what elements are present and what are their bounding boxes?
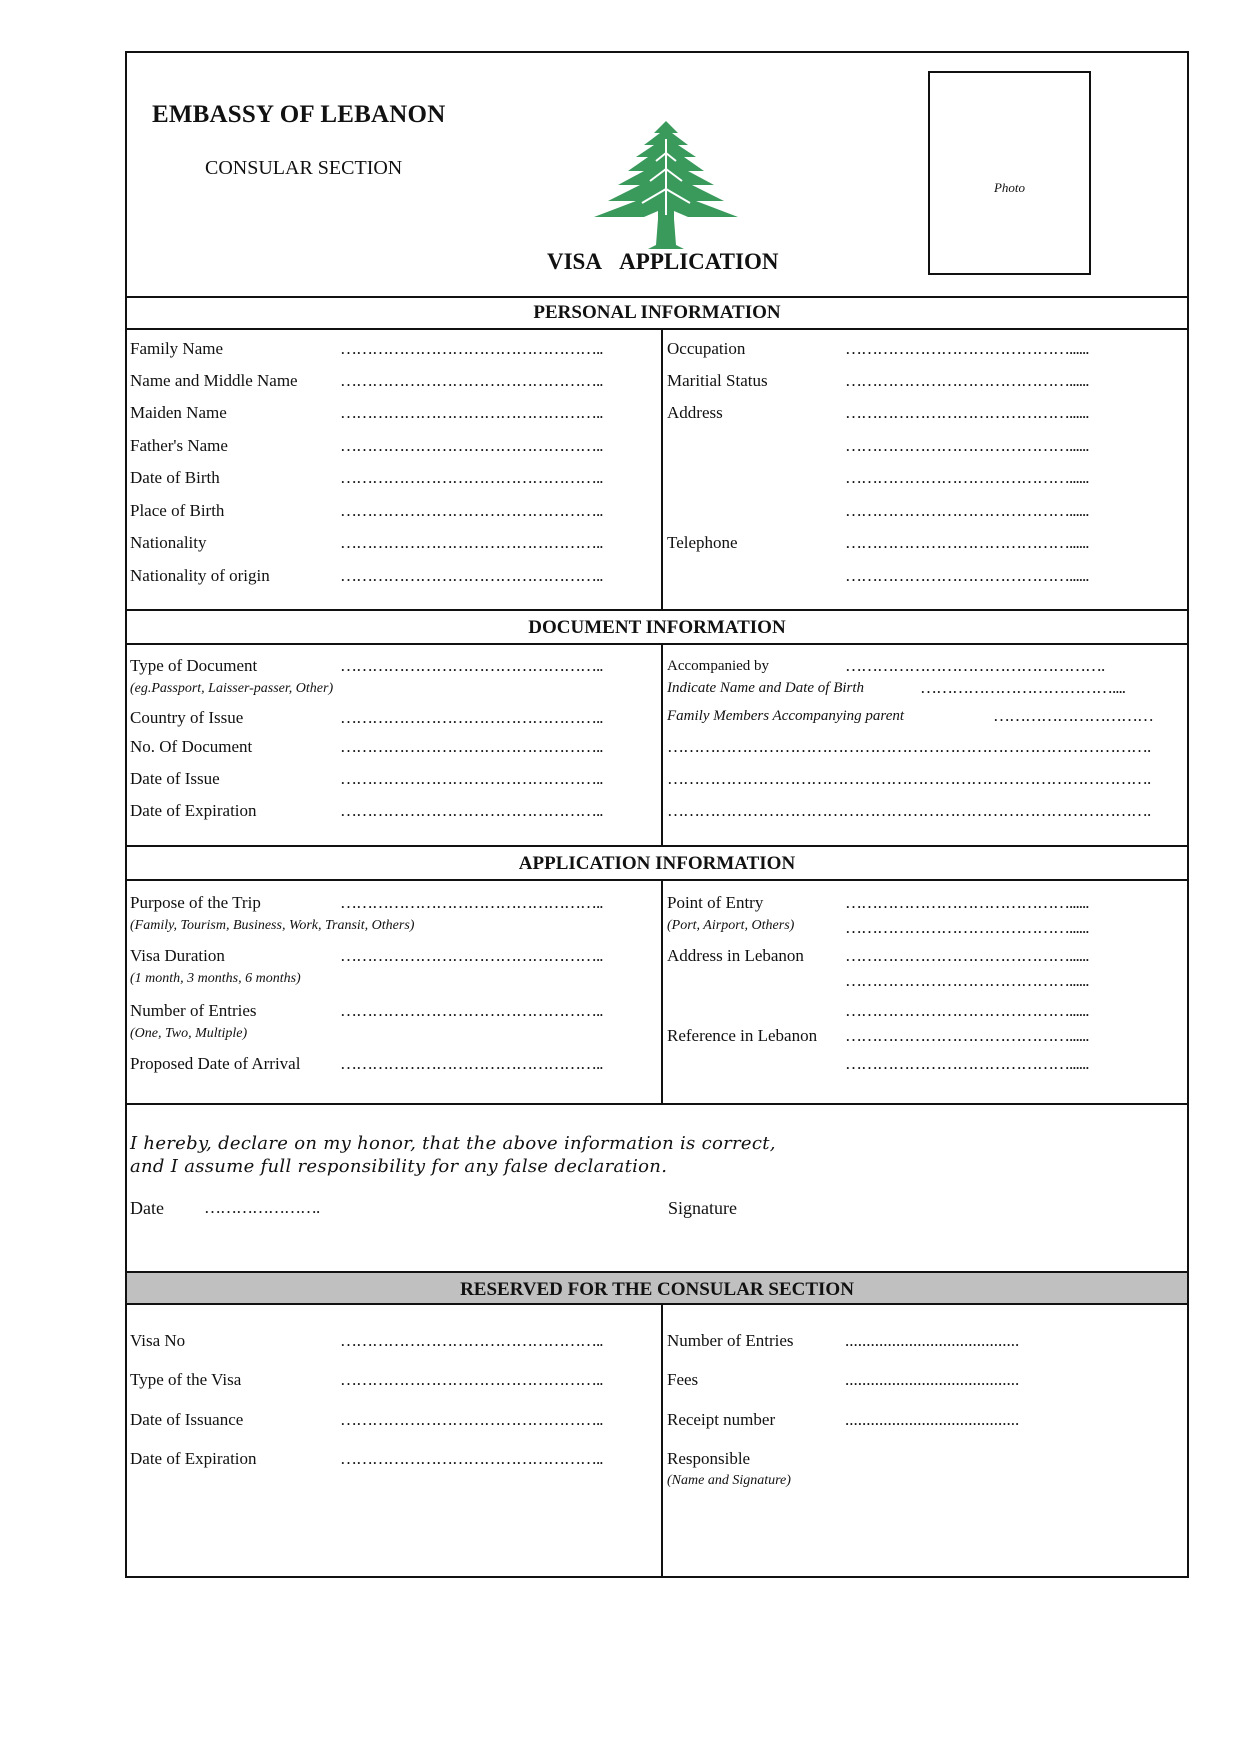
date-label: Date bbox=[130, 1198, 164, 1218]
fees-label: Fees bbox=[667, 1370, 699, 1389]
fill-line[interactable]: ………………………………………….. bbox=[340, 893, 603, 912]
section-heading-document: DOCUMENT INFORMATION bbox=[127, 611, 1187, 645]
fill-line[interactable]: …………………………………………. bbox=[845, 656, 1105, 675]
cedar-tree-icon bbox=[592, 119, 740, 249]
fill-line[interactable]: ………………………………………….. bbox=[340, 1001, 603, 1020]
declaration-text bbox=[130, 1132, 776, 1178]
fill-line[interactable]: ………………………………………….. bbox=[340, 1370, 603, 1389]
accompanied-by-label: Accompanied by bbox=[667, 658, 770, 674]
visa-number-label: Visa No bbox=[130, 1331, 186, 1350]
field-label: Nationality bbox=[130, 533, 207, 552]
section-heading-personal: PERSONAL INFORMATION bbox=[127, 296, 1187, 330]
visa-application-form bbox=[125, 51, 1189, 1578]
fill-line[interactable]: ……………………………………...... bbox=[845, 1026, 1089, 1045]
fill-line[interactable]: ………………………………………….. bbox=[340, 1410, 603, 1429]
document-type-label: Type of Document bbox=[130, 656, 258, 675]
field-label: Place of Birth bbox=[130, 501, 225, 520]
reserved-expiration-label: Date of Expiration bbox=[130, 1449, 257, 1468]
signature-label: Signature bbox=[668, 1198, 737, 1218]
fill-line[interactable]: ......................................... bbox=[845, 1410, 1020, 1429]
fill-line[interactable]: ………………………………………….. bbox=[340, 1449, 603, 1468]
arrival-date-label: Proposed Date of Arrival bbox=[130, 1054, 301, 1073]
fill-line[interactable]: ……………………………………...... bbox=[845, 501, 1089, 520]
fill-line[interactable]: ………………………………………….. bbox=[340, 533, 603, 552]
date-fill-line[interactable]: …………………. bbox=[204, 1198, 320, 1217]
fill-line[interactable]: ………………………………………….. bbox=[340, 737, 603, 756]
fill-line[interactable]: ………………………………………………………………………………. bbox=[667, 769, 1151, 788]
purpose-note: (Family, Tourism, Business, Work, Transit, Others) bbox=[130, 918, 415, 933]
fill-line[interactable]: ………………………………………….. bbox=[340, 1331, 603, 1350]
visa-type-label: Type of the Visa bbox=[130, 1370, 242, 1389]
form-header bbox=[127, 53, 1187, 298]
fill-line[interactable]: ……………………………………...... bbox=[845, 1001, 1089, 1020]
field-label: Father's Name bbox=[130, 436, 228, 455]
photo-label: Photo bbox=[993, 180, 1026, 195]
fill-line[interactable]: ………………………………………….. bbox=[340, 656, 603, 675]
section-heading-reserved: RESERVED FOR THE CONSULAR SECTION bbox=[127, 1271, 1187, 1305]
entries-note: (One, Two, Multiple) bbox=[130, 1026, 248, 1041]
date-of-expiration-label: Date of Expiration bbox=[130, 801, 257, 820]
document-type-note: (eg.Passport, Laisser-passer, Other) bbox=[130, 681, 334, 696]
fill-line[interactable]: ……………………………………...... bbox=[845, 436, 1089, 455]
reserved-entries-label: Number of Entries bbox=[667, 1331, 794, 1350]
fill-line[interactable]: ………………………………………….. bbox=[340, 436, 603, 455]
fill-line[interactable]: ………………………………………….. bbox=[340, 403, 603, 422]
receipt-number-label: Receipt number bbox=[667, 1410, 776, 1429]
embassy-name: EMBASSY OF LEBANON bbox=[152, 101, 446, 128]
fill-line[interactable]: ………………………………………….. bbox=[340, 708, 603, 727]
occupation-label: Occupation bbox=[667, 339, 746, 358]
indicate-name-label: Indicate Name and Date of Birth bbox=[667, 680, 865, 696]
number-of-entries-label: Number of Entries bbox=[130, 1001, 257, 1020]
fill-line[interactable]: ………………………………………………………………………………. bbox=[667, 737, 1151, 756]
fill-line[interactable]: ……………………………………...... bbox=[845, 468, 1089, 487]
telephone-label: Telephone bbox=[667, 533, 738, 552]
visa-duration-label: Visa Duration bbox=[130, 946, 225, 965]
duration-note: (1 month, 3 months, 6 months) bbox=[130, 971, 301, 986]
fill-line[interactable]: ……………………………………...... bbox=[845, 971, 1089, 990]
address-in-lebanon-label: Address in Lebanon bbox=[667, 946, 804, 965]
document-title: VISA APPLICATION bbox=[547, 249, 779, 274]
fill-line[interactable]: ………………………………………………………………………………. bbox=[667, 801, 1151, 820]
fill-line[interactable]: ……………………………………...... bbox=[845, 371, 1089, 390]
fill-line[interactable]: ……………………………………...... bbox=[845, 893, 1089, 912]
declaration-line: and I assume full responsibility for any false declaration. bbox=[130, 1156, 668, 1177]
fill-line[interactable]: ………………………… bbox=[993, 706, 1153, 725]
date-of-issuance-label: Date of Issuance bbox=[130, 1410, 244, 1429]
responsible-label: Responsible bbox=[667, 1449, 751, 1468]
fill-line[interactable]: ………………………………………….. bbox=[340, 468, 603, 487]
section-heading-application: APPLICATION INFORMATION bbox=[127, 847, 1187, 881]
reference-in-lebanon-label: Reference in Lebanon bbox=[667, 1026, 818, 1045]
column-divider bbox=[661, 1305, 663, 1576]
fill-line[interactable]: ......................................... bbox=[845, 1370, 1020, 1389]
fill-line[interactable]: ……………………………………...... bbox=[845, 946, 1089, 965]
fill-line[interactable]: ……………………………….... bbox=[920, 678, 1125, 697]
fill-line[interactable]: ………………………………………….. bbox=[340, 566, 603, 585]
column-divider bbox=[661, 645, 663, 845]
column-divider bbox=[661, 330, 663, 609]
fill-line[interactable]: ……………………………………...... bbox=[845, 403, 1089, 422]
field-label: Date of Birth bbox=[130, 468, 220, 487]
responsible-note: (Name and Signature) bbox=[667, 1473, 791, 1488]
fill-line[interactable]: ………………………………………….. bbox=[340, 946, 603, 965]
field-label: Name and Middle Name bbox=[130, 371, 298, 390]
fill-line[interactable]: ………………………………………….. bbox=[340, 339, 603, 358]
fill-line[interactable]: ………………………………………….. bbox=[340, 801, 603, 820]
document-number-label: No. Of Document bbox=[130, 737, 253, 756]
fill-line[interactable]: ………………………………………….. bbox=[340, 371, 603, 390]
field-label: Family Name bbox=[130, 339, 224, 358]
fill-line[interactable]: ……………………………………...... bbox=[845, 1054, 1089, 1073]
fill-line[interactable]: ……………………………………...... bbox=[845, 533, 1089, 552]
section-rule bbox=[127, 1103, 1187, 1105]
fill-line[interactable]: ………………………………………….. bbox=[340, 501, 603, 520]
address-label: Address bbox=[667, 403, 723, 422]
photo-box bbox=[928, 71, 1091, 275]
fill-line[interactable]: ………………………………………….. bbox=[340, 769, 603, 788]
date-of-issue-label: Date of Issue bbox=[130, 769, 220, 788]
purpose-label: Purpose of the Trip bbox=[130, 893, 261, 912]
declaration-line: I hereby, declare on my honor, that the above information is correct, bbox=[130, 1133, 776, 1154]
point-of-entry-label: Point of Entry bbox=[667, 893, 764, 912]
fill-line[interactable]: ......................................... bbox=[845, 1331, 1020, 1350]
marital-status-label: Maritial Status bbox=[667, 371, 768, 390]
field-label: Nationality of origin bbox=[130, 566, 270, 585]
family-members-label: Family Members Accompanying parent bbox=[667, 708, 905, 724]
entry-note: (Port, Airport, Others) bbox=[667, 918, 795, 933]
fill-line[interactable]: ………………………………………….. bbox=[340, 1054, 603, 1073]
field-label: Maiden Name bbox=[130, 403, 227, 422]
consular-section-label: CONSULAR SECTION bbox=[205, 157, 403, 179]
fill-line[interactable]: ……………………………………...... bbox=[845, 918, 1089, 937]
country-of-issue-label: Country of Issue bbox=[130, 708, 244, 727]
fill-line[interactable]: ……………………………………...... bbox=[845, 566, 1089, 585]
column-divider bbox=[661, 881, 663, 1103]
fill-line[interactable]: ……………………………………...... bbox=[845, 339, 1089, 358]
